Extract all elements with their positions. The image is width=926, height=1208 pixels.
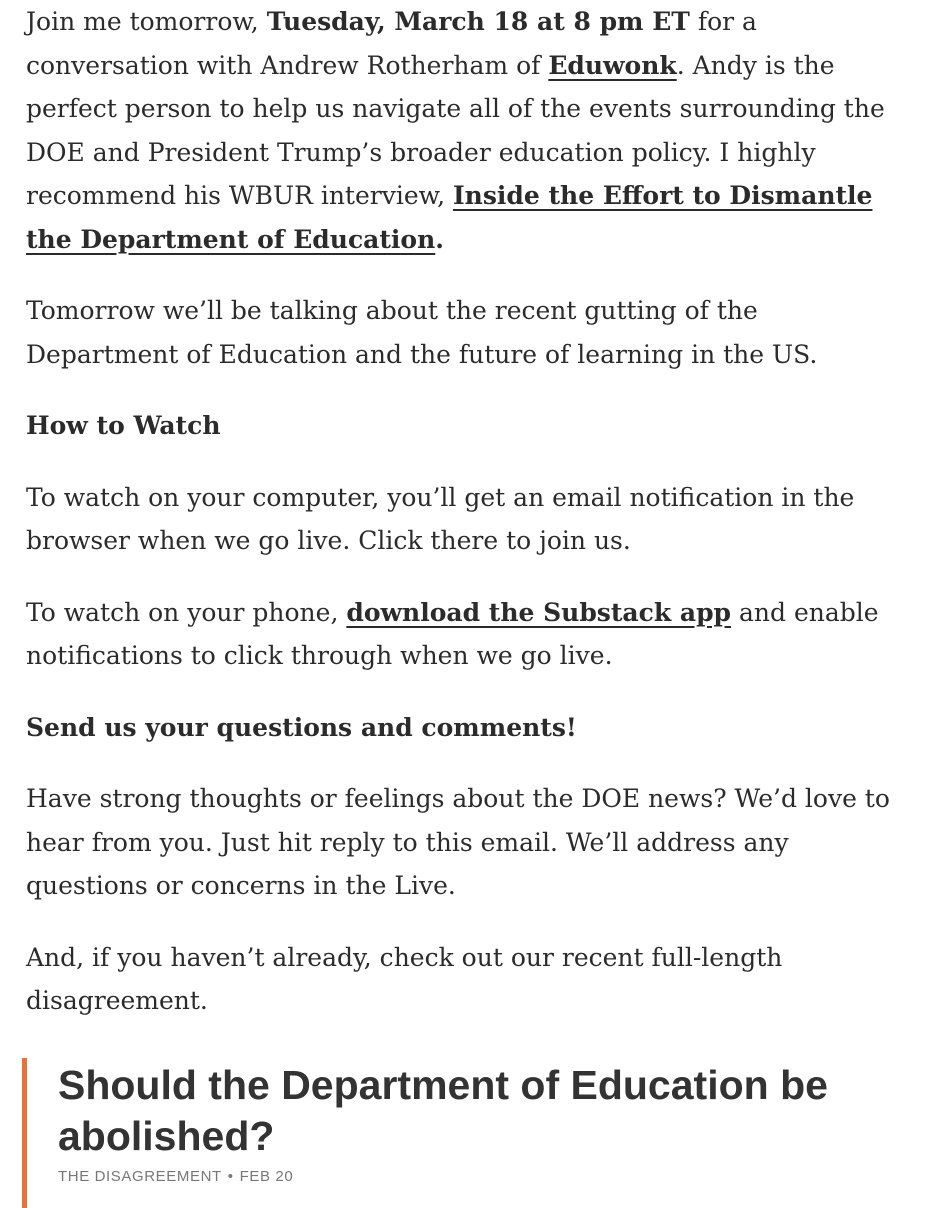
thoughts-paragraph: Have strong thoughts or feelings about the DOE news? We’d love to hear from you. Just hit reply to this email. We’ll address any questions or concerns in the Live.	[26, 784, 890, 900]
post-date: FEB 20	[239, 1168, 294, 1185]
embedded-post-card[interactable]	[22, 1058, 907, 1208]
intro-text-3: . Andy is the perfect person to help us navigate all of the events surrounding the DOE and President Trump’s broader education policy. I highly recommend his WBUR interview,	[26, 50, 885, 210]
embedded-post-title[interactable]: Should the Department of Education be abolished?	[58, 1062, 828, 1159]
intro-text-2: for a conversation with Andrew Rotherham of	[26, 7, 757, 80]
intro-paragraph	[26, 0, 906, 261]
how-to-watch-heading: How to Watch	[26, 411, 221, 440]
wbur-interview-link[interactable]: Inside the Effort to Dismantle the Department of Education	[26, 181, 873, 254]
questions-heading: Send us your questions and comments!	[26, 712, 577, 742]
article-body	[26, 0, 906, 1023]
publication-name: THE DISAGREEMENT	[58, 1168, 222, 1185]
computer-watch-paragraph: To watch on your computer, you’ll get an email notification in the browser when we go live. Click there to join us.	[26, 482, 855, 555]
intro-text-1: Join me tomorrow,	[26, 7, 267, 36]
tomorrow-paragraph: Tomorrow we’ll be talking about the recent gutting of the Department of Education and the future of learning in the US.	[26, 296, 818, 369]
eduwonk-link[interactable]: Eduwonk	[548, 50, 677, 80]
event-date: Tuesday, March 18 at 8 pm ET	[266, 7, 690, 36]
meta-separator: •	[227, 1168, 234, 1185]
phone-text-2: and enable notifications to click through when we go live.	[26, 597, 879, 670]
intro-text-4: .	[435, 224, 444, 254]
substack-app-link[interactable]: download the Substack app	[346, 597, 732, 627]
checkout-paragraph: And, if you haven’t already, check out our recent full-length disagreement.	[26, 942, 783, 1015]
embedded-post-meta	[58, 1168, 293, 1185]
phone-text-1: To watch on your phone,	[26, 597, 347, 627]
phone-watch-paragraph	[26, 591, 906, 678]
